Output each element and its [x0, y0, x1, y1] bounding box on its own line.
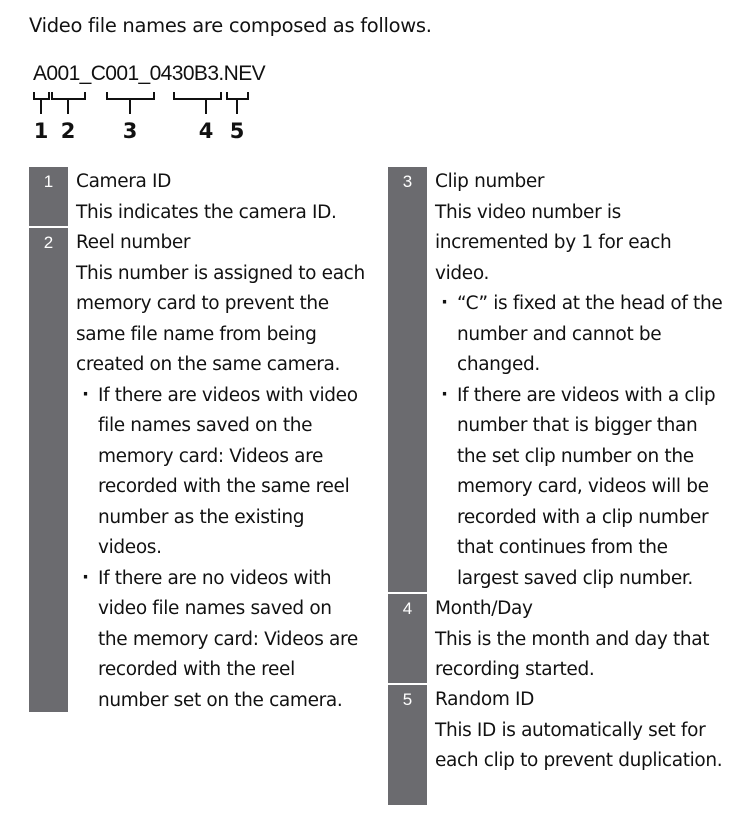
item-clip-number [388, 167, 728, 594]
item-number-badge: 5 [388, 685, 427, 805]
item-description: This number is assigned to each memory card to prevent the same file name from being created on the same camera. [76, 262, 365, 375]
item-title: Reel number [76, 232, 191, 253]
item-number-badge: 2 [29, 228, 68, 712]
bracket-number-1: 1 [33, 119, 49, 143]
bracket-number-2: 2 [60, 119, 76, 143]
item-number-badge: 1 [29, 167, 68, 226]
left-column [29, 167, 369, 714]
item-title: Clip number [435, 171, 545, 192]
item-bullet: · If there are videos with video file names saved on the memory card: Videos are recorded with the same reel number as the existing videos. [76, 381, 366, 564]
bracket-stem-3 [129, 100, 131, 114]
item-content [68, 167, 337, 228]
item-number-badge: 4 [388, 594, 427, 683]
item-random-id [388, 685, 728, 807]
item-camera-id [29, 167, 369, 228]
item-title: Random ID [435, 689, 535, 710]
item-description: This ID is automatically set for each clip to prevent duplication. [435, 719, 723, 771]
item-title: Month/Day [435, 598, 533, 619]
bracket-number-5: 5 [229, 119, 245, 143]
bracket-5 [226, 92, 249, 100]
item-content [427, 685, 725, 807]
item-description: This video number is incremented by 1 for each video. [435, 201, 672, 284]
item-bullet: · If there are no videos with video file names saved on the memory card: Videos are recorded with the reel number set on the camera. [76, 564, 366, 717]
right-column [388, 167, 728, 807]
bracket-2 [51, 92, 86, 100]
bracket-number-3: 3 [122, 119, 138, 143]
item-month-day [388, 594, 728, 685]
filename-example: A001_C001_0430B3.NEV [33, 62, 266, 85]
bracket-3 [106, 92, 155, 100]
item-reel-number [29, 228, 369, 714]
bracket-stem-1 [40, 100, 42, 114]
bracket-stem-4 [205, 100, 207, 114]
bracket-1 [33, 92, 50, 100]
item-description: This indicates the camera ID. [76, 201, 337, 223]
bracket-stem-5 [236, 100, 238, 114]
bracket-4 [173, 92, 222, 100]
item-content [68, 228, 366, 714]
bracket-number-4: 4 [198, 119, 214, 143]
item-title: Camera ID [76, 171, 172, 192]
item-content [427, 594, 725, 685]
item-content [427, 167, 725, 594]
item-bullet: · “C” is fixed at the head of the number and cannot be changed. [435, 289, 725, 381]
intro-text: Video file names are composed as follows. [29, 14, 432, 37]
item-number-badge: 3 [388, 167, 427, 592]
item-description: This is the month and day that recording started. [435, 628, 710, 680]
bracket-stem-2 [67, 100, 69, 114]
item-bullet: · If there are videos with a clip number that is bigger than the set clip number on the memory card, videos will be recorded with a clip number that continues from the largest saved clip number. [435, 381, 725, 595]
